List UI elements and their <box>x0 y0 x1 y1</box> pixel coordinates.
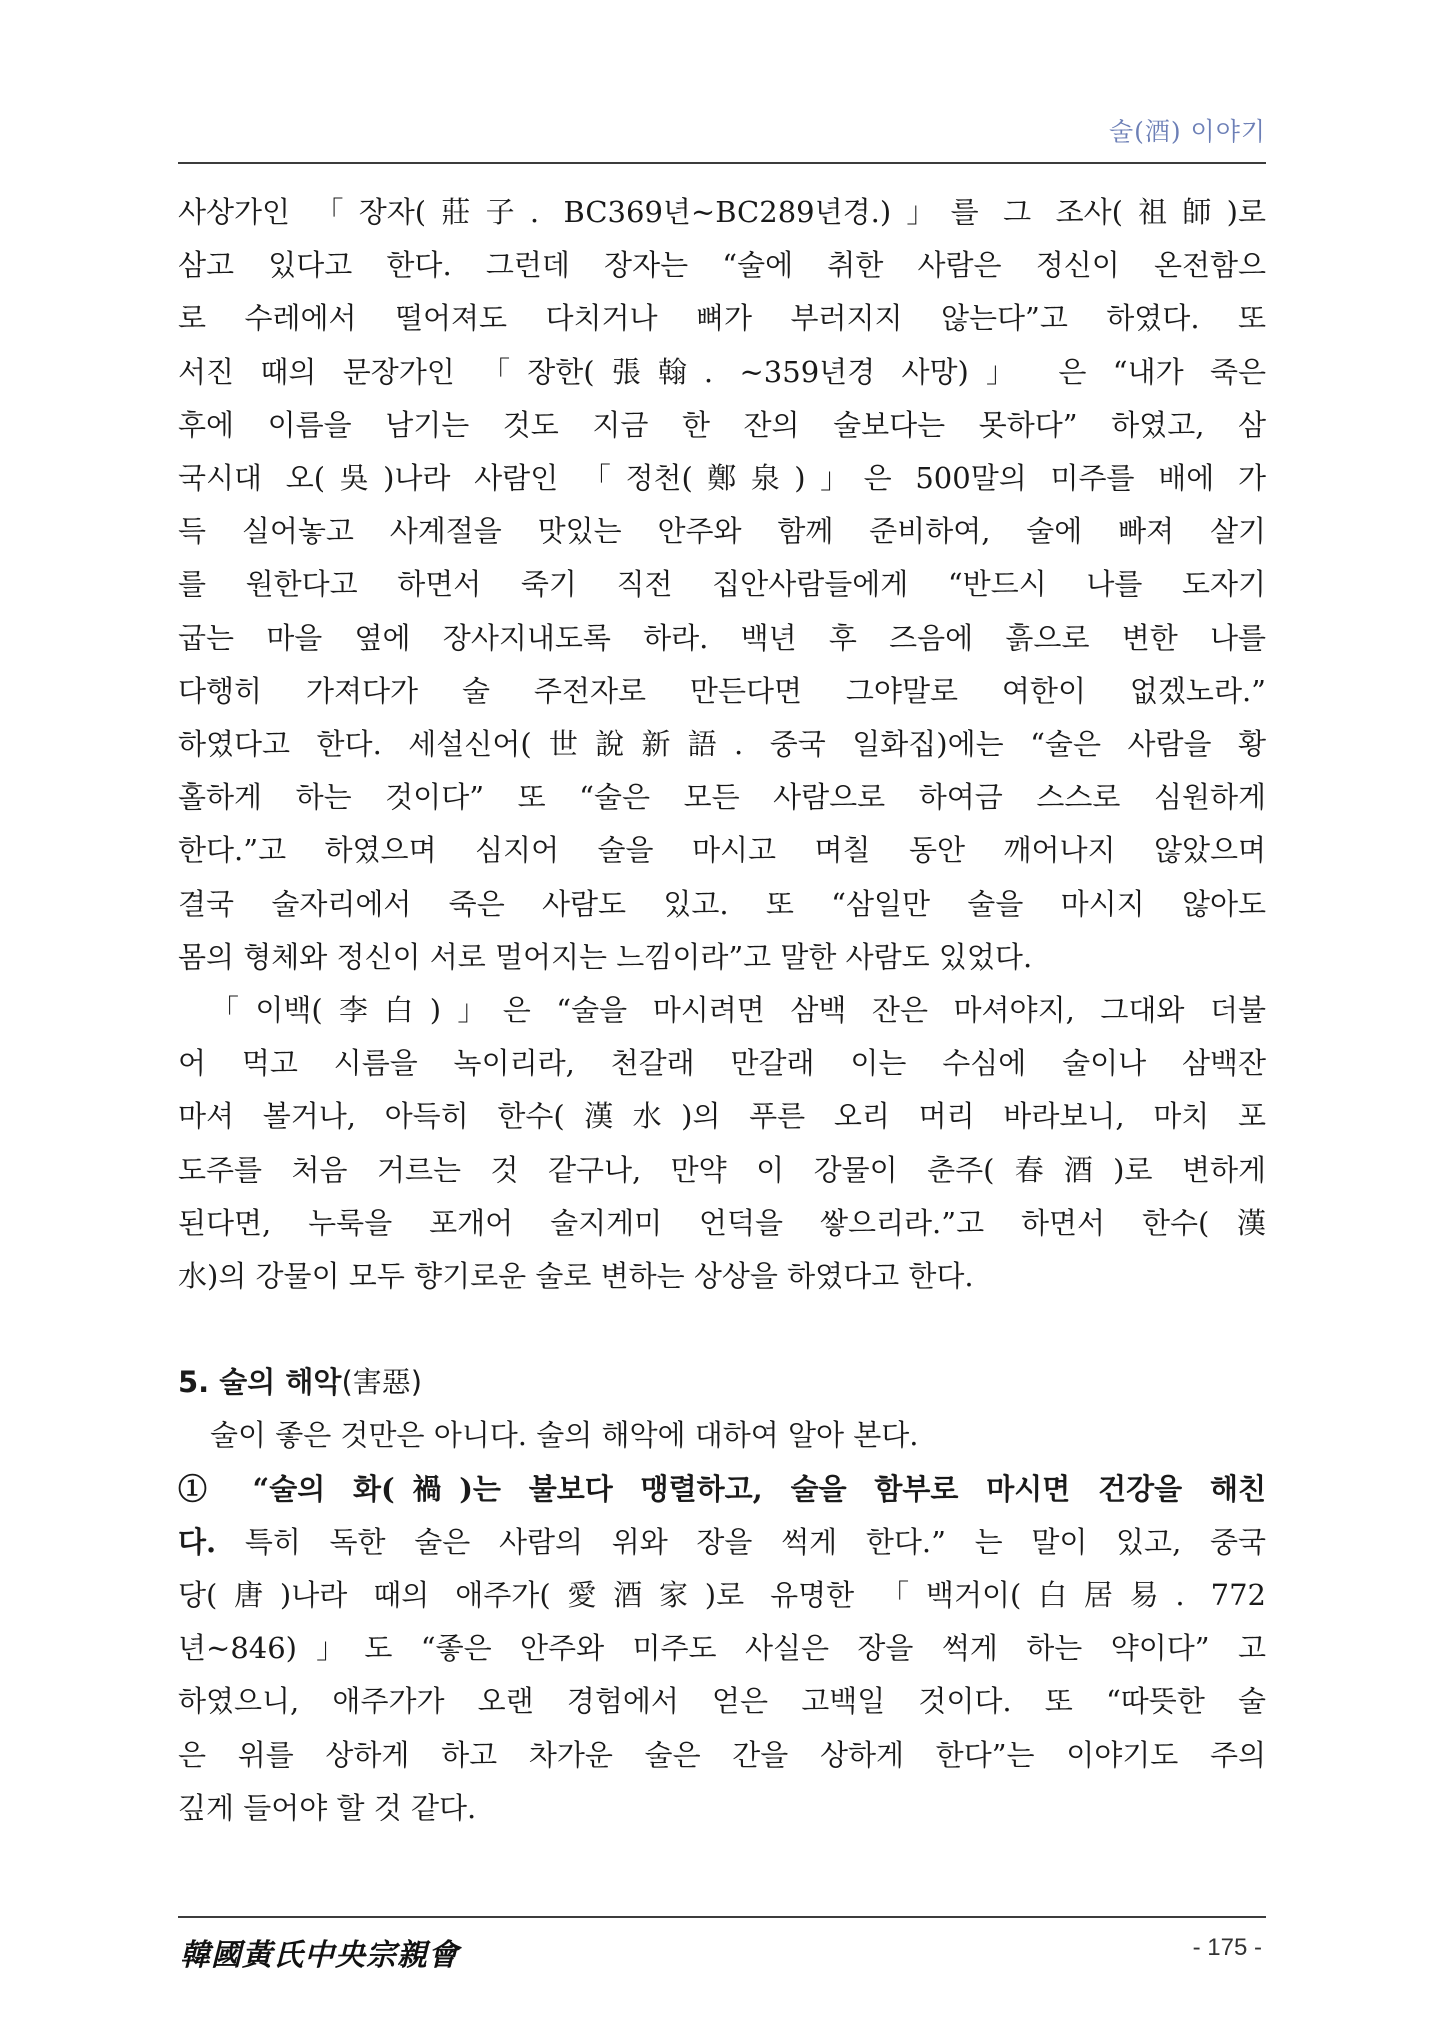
page-number: - 175 - <box>1192 1934 1262 1961</box>
text-line: 굽는 마을 옆에 장사지내도록 하라. 백년 후 즈음에 흙으로 변한 나를 <box>178 620 1266 655</box>
section-spacer <box>178 1303 1266 1356</box>
item-1-bold-line: ① “술의 화(禍)는 불보다 맹렬하고, 술을 함부로 마시면 건강을 해친 <box>178 1471 1266 1506</box>
item-1-line <box>178 1516 1266 1569</box>
text-line: 후에 이름을 남기는 것도 지금 한 잔의 술보다는 못하다” 하였고, 삼 <box>178 407 1266 442</box>
body-text <box>178 186 1266 1835</box>
section-heading <box>178 1356 1266 1409</box>
text-line: 삼고 있다고 한다. 그런데 장자는 “술에 취한 사람은 정신이 온전함으 <box>178 248 1266 283</box>
text-line: 를 원한다고 하면서 죽기 직전 집안사람들에게 “반드시 나를 도자기 <box>178 567 1266 602</box>
text-line: 도주를 처음 거르는 것 같구나, 만약 이 강물이 춘주(春酒)로 변하게 <box>178 1152 1266 1187</box>
section-heading-hanja: (害惡) <box>341 1365 423 1400</box>
text-line: 깊게 들어야 할 것 같다. <box>178 1790 477 1825</box>
text-line: 사상가인 「장자(莊子. BC369년~BC289년경.)」를 그 조사(祖師)로 <box>178 195 1266 229</box>
text-line: 마셔 볼거나, 아득히 한수(漢水)의 푸른 오리 머리 바라보니, 마치 포 <box>178 1099 1266 1134</box>
text-line: 은 위를 상하게 하고 차가운 술은 간을 상하게 한다”는 이야기도 주의 <box>178 1737 1266 1772</box>
item-1-bold-start: 다. <box>178 1524 217 1559</box>
section-intro: 술이 좋은 것만은 아니다. 술의 해악에 대하여 알아 본다. <box>210 1418 919 1453</box>
text-line: 국시대 오(吳)나라 사람인 「정천(鄭泉)」은 500말의 미주를 배에 가 <box>178 461 1266 496</box>
text-line: 한다.”고 하였으며 심지어 술을 마시고 며칠 동안 깨어나지 않았으며 <box>178 833 1266 868</box>
text-line: 어 먹고 시름을 녹이리라, 천갈래 만갈래 이는 수심에 술이나 삼백잔 <box>178 1046 1266 1081</box>
text-line: 하였다고 한다. 세설신어(世說新語. 중국 일화집)에는 “술은 사람을 황 <box>178 727 1266 762</box>
text-line: 로 수레에서 떨어져도 다치거나 뼈가 부러지지 않는다”고 하였다. 또 <box>178 301 1266 336</box>
header-divider <box>178 162 1266 164</box>
section-heading-label: 5. 술의 해악 <box>178 1365 342 1400</box>
text-line: 하였으니, 애주가가 오랜 경험에서 얻은 고백일 것이다. 또 “따뜻한 술 <box>178 1684 1266 1719</box>
text-line: 당(唐)나라 때의 애주가(愛酒家)로 유명한 「백거이(白居易. 772 <box>178 1578 1266 1613</box>
footer-organization: 韓國黃氏中央宗親會 <box>180 1938 459 1973</box>
footer-divider <box>178 1916 1266 1918</box>
text-line: 된다면, 누룩을 포개어 술지게미 언덕을 쌓으리라.”고 하면서 한수(漢 <box>178 1205 1266 1240</box>
text-line: 득 실어놓고 사계절을 맛있는 안주와 함께 준비하여, 술에 빠져 살기 <box>178 514 1266 549</box>
running-header-title: 술(酒) 이야기 <box>1108 117 1266 146</box>
text-line: 「이백(李白)」은 “술을 마시려면 삼백 잔은 마셔야지, 그대와 더불 <box>210 993 1266 1028</box>
text-line: 결국 술자리에서 죽은 사람도 있고. 또 “삼일만 술을 마시지 않아도 <box>178 886 1266 921</box>
text-line: 水)의 강물이 모두 향기로운 술로 변하는 상상을 하였다고 한다. <box>178 1259 974 1294</box>
text-line: 다행히 가져다가 술 주전자로 만든다면 그야말로 여한이 없겠노라.” <box>178 673 1266 708</box>
text-line: 년~846)」도 “좋은 안주와 미주도 사실은 장을 썩게 하는 약이다” 고 <box>178 1631 1266 1666</box>
text-line: 서진 때의 문장가인 「장한(張翰. ~359년경 사망)」 은 “내가 죽은 <box>178 354 1266 389</box>
text-line: 몸의 형체와 정신이 서로 멀어지는 느낌이라”고 말한 사람도 있었다. <box>178 939 1033 974</box>
text-line: 홀하게 하는 것이다” 또 “술은 모든 사람으로 하여금 스스로 심원하게 <box>178 780 1266 815</box>
item-1-line-rest: 특히 독한 술은 사람의 위와 장을 썩게 한다.” 는 말이 있고, 중국 <box>216 1524 1266 1559</box>
